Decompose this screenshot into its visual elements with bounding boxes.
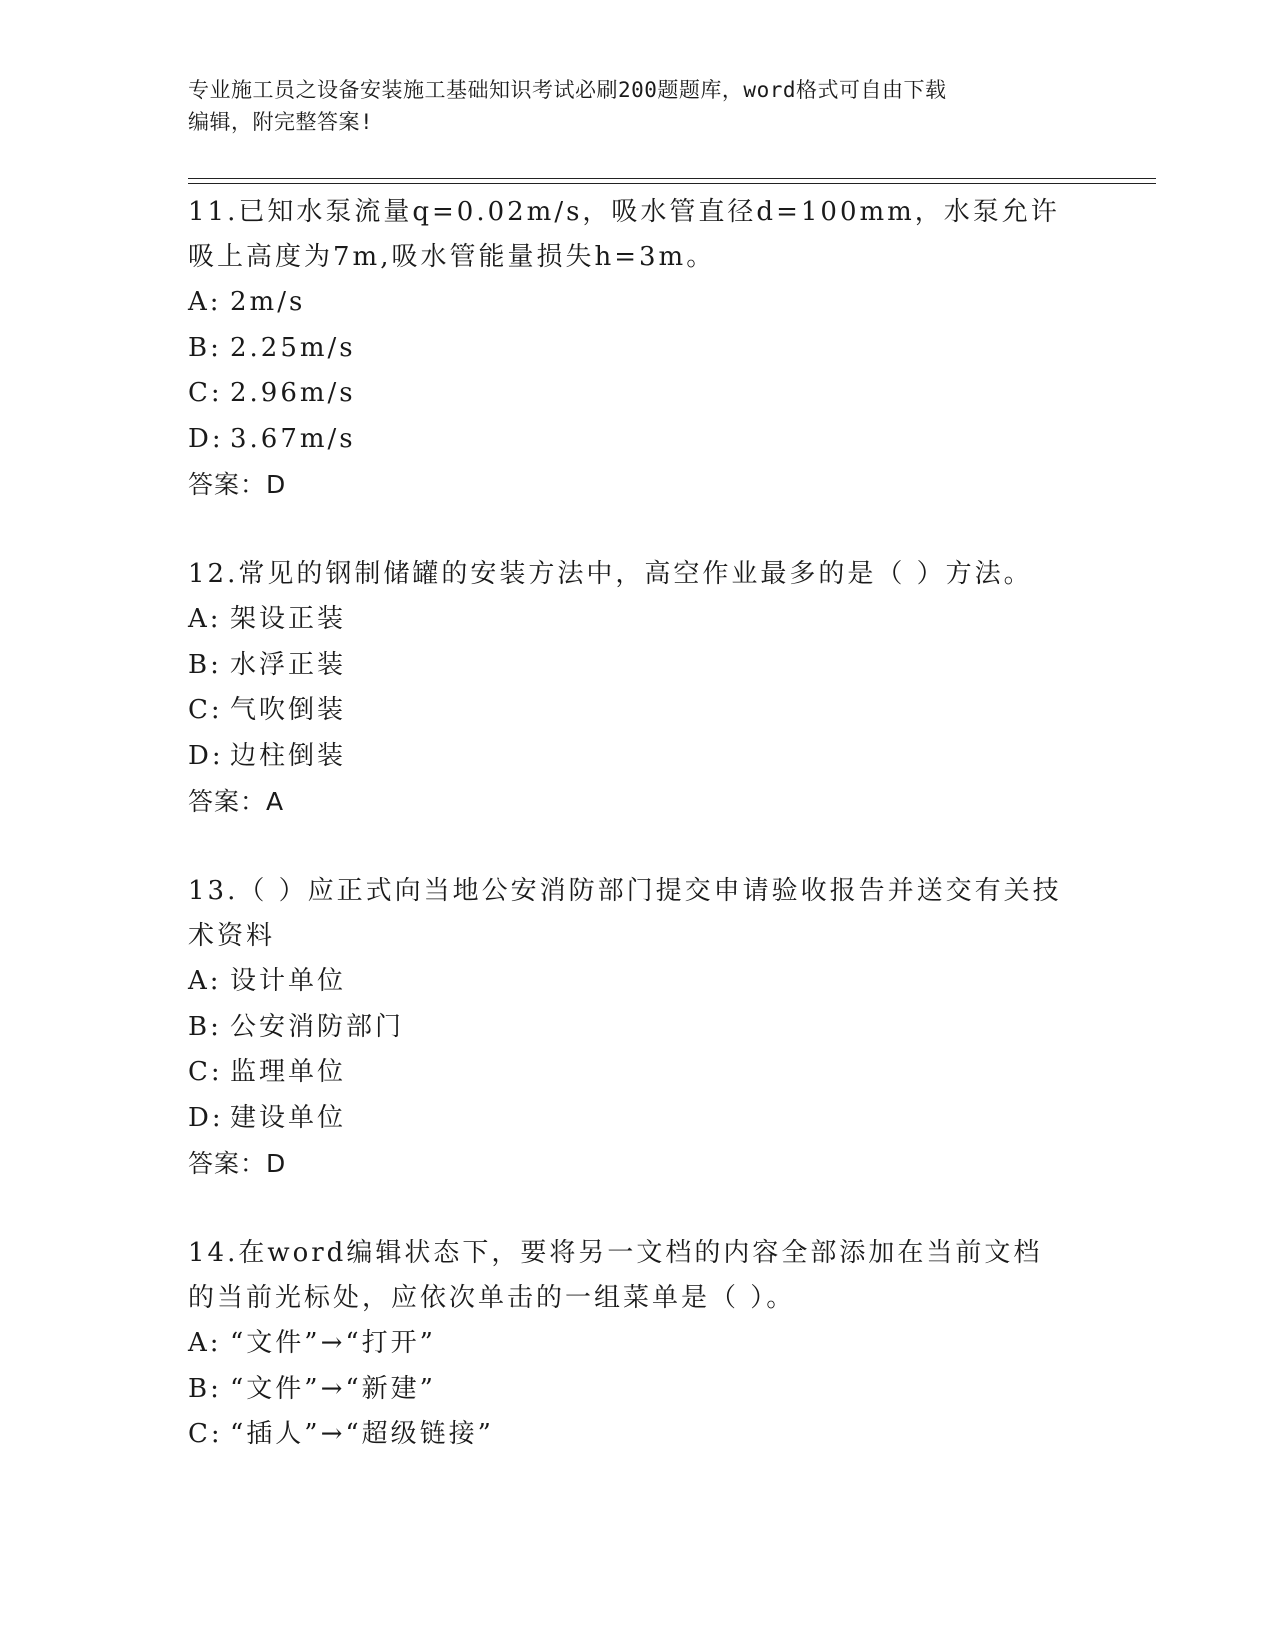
option-text: 水浮正装 [230,649,347,680]
option-text: 公安消防部门 [230,1011,405,1042]
option-c [188,371,1068,417]
option-key: D: [188,740,224,771]
question-stem: 12.常见的钢制储罐的安装方法中，高空作业最多的是（ ）方法。 [188,559,1033,589]
option-text: 2.96m/s [230,378,356,408]
option-text: “插人”→“超级链接” [230,1419,494,1449]
option-text: 建设单位 [230,1102,347,1133]
question-14 [188,1231,1068,1458]
option-text: 架设正装 [230,604,347,634]
option-text: 2m/s [230,287,306,317]
option-key: C: [188,378,223,408]
question-stem: 13.（ ）应正式向当地公安消防部门提交申请验收报告并送交有关技术资料 [188,876,1062,951]
option-a [188,1321,1068,1367]
header-line-2: 编辑，附完整答案! [188,110,374,134]
option-key: B: [188,649,222,680]
option-text: 边柱倒装 [230,740,347,771]
option-key: C: [188,1419,223,1449]
question-stem: 11.已知水泵流量q=0.02m/s，吸水管直径d=100mm，水泵允许吸上高度为7m,吸水管能量损失h=3m。 [188,197,1060,272]
option-key: A: [188,604,222,634]
option-text: 3.67m/s [230,423,356,454]
option-c [188,1050,1068,1096]
option-c [188,688,1068,734]
option-d [188,417,1068,463]
option-b [188,1005,1068,1051]
option-key: B: [188,1373,222,1404]
option-text: 设计单位 [230,966,347,996]
question-12 [188,552,1068,824]
spacer [188,1186,1068,1231]
option-key: B: [188,332,222,363]
option-key: C: [188,1057,223,1087]
option-text: 监理单位 [230,1057,347,1087]
option-a [188,959,1068,1005]
option-key: A: [188,966,222,996]
option-b [188,643,1068,689]
answer-line: 答案：A [188,787,285,816]
option-d [188,734,1068,780]
option-key: B: [188,1011,222,1042]
option-d [188,1096,1068,1142]
option-b [188,326,1068,372]
header-line-1: 专业施工员之设备安装施工基础知识考试必刷200题题库，word格式可自由下载 [188,78,947,102]
option-key: D: [188,423,224,454]
header-divider-bottom [188,183,1156,184]
question-11 [188,190,1068,507]
option-key: A: [188,1328,222,1358]
document-header [188,74,1088,138]
option-a [188,597,1068,643]
question-stem: 14.在word编辑状态下，要将另一文档的内容全部添加在当前文档的当前光标处，应依次单击的一组菜单是（ ）。 [188,1238,1043,1313]
option-c [188,1412,1068,1458]
header-divider-top [188,178,1156,179]
answer-line: 答案：D [188,470,287,499]
spacer [188,507,1068,552]
option-a [188,280,1068,326]
option-text: 气吹倒装 [230,695,347,725]
option-key: C: [188,695,223,725]
option-key: D: [188,1102,224,1133]
option-text: “文件”→“新建” [230,1373,436,1404]
spacer [188,824,1068,869]
option-text: 2.25m/s [230,332,356,363]
question-list [188,190,1068,1458]
answer-line: 答案：D [188,1149,287,1178]
option-key: A: [188,287,222,317]
question-13 [188,869,1068,1186]
option-b [188,1367,1068,1413]
option-text: “文件”→“打开” [230,1328,436,1358]
